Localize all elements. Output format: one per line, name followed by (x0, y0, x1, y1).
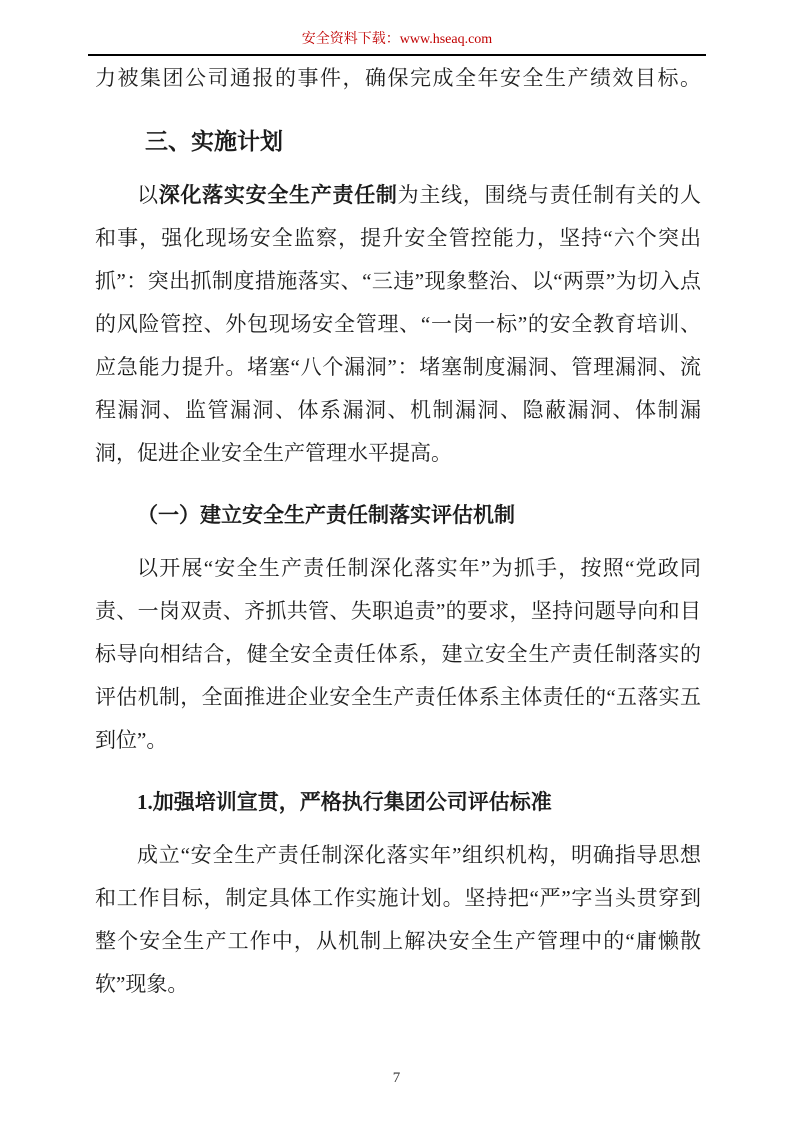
page-header (88, 31, 706, 56)
paragraph-continuation: 力被集团公司通报的事件，确保完成全年安全生产绩效目标。 (95, 66, 701, 90)
sub-heading-1: （一）建立安全生产责任制落实评估机制 (137, 503, 515, 527)
page-footer (0, 1070, 793, 1086)
bold-emphasis: 深化落实安全生产责任制 (158, 183, 398, 207)
paragraph-text: 为主线，围绕与责任制有关的人和事，强化现场安全监察，提升安全管控能力，坚持“六个突出抓”：突出抓制度措施落实、“三违”现象整治、以“两票”为切入点的风险管控、外包现场安全管理、“一岗一标”的安全教育培训、应急能力提升。堵塞“八个漏洞”：堵塞制度漏洞、管理漏洞、流程漏洞、监管漏洞、体系漏洞、机制漏洞、隐蔽漏洞、体制漏洞，促进企业安全生产管理水平提高。 (95, 183, 702, 465)
paragraph-2: 以开展“安全生产责任制深化落实年”为抓手，按照“党政同责、一岗双责、齐抓共管、失职追责”的要求，坚持问题导向和目标导向相结合，健全安全责任体系，建立安全生产责任制落实的评估机制，全面推进企业安全生产责任体系主体责任的“五落实五到位”。 (95, 556, 701, 752)
page-number: 7 (392, 1070, 401, 1086)
document-body (95, 57, 701, 1006)
sub-heading-2: 1.加强培训宣贯，严格执行集团公司评估标准 (137, 790, 552, 814)
header-download-text: 安全资料下载：www.hseaq.com (301, 32, 493, 47)
paragraph-text: 以 (137, 183, 159, 207)
section-heading: 三、实施计划 (145, 129, 283, 154)
paragraph-1 (95, 174, 701, 475)
paragraph-3: 成立“安全生产责任制深化落实年”组织机构，明确指导思想和工作目标，制定具体工作实施计划。坚持把“严”字当头贯穿到整个安全生产工作中，从机制上解决安全生产管理中的“庸懒散软”现象。 (95, 843, 701, 996)
